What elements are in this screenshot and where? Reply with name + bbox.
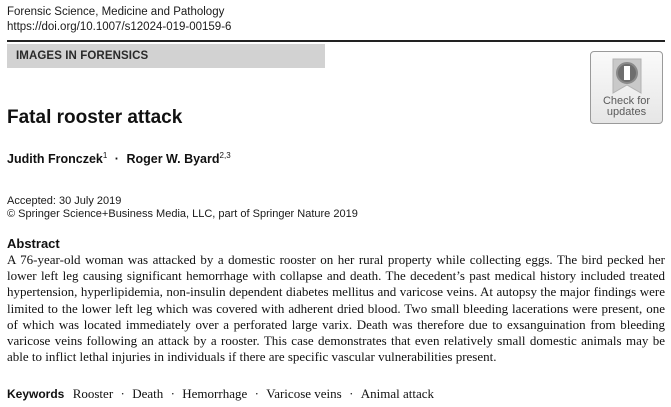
author-affiliation: 1 <box>102 150 108 160</box>
author-affiliation: 2,3 <box>219 150 231 160</box>
keyword-item: Varicose veins <box>266 386 342 401</box>
keyword-separator: · <box>349 386 354 401</box>
author-list <box>7 151 231 167</box>
keyword-item: Hemorrhage <box>182 386 248 401</box>
keyword-separator: · <box>254 386 259 401</box>
keywords-label: Keywords <box>7 387 65 401</box>
abstract-body: A 76-year-old woman was attacked by a domestic rooster on her rural property while collecting eggs. The bird pecked her lower left leg causing significant hemorrhage with collapse and death. The decedent’s past medical history included treated hypertension, hyperlipidemia, non-insulin dependent diabetes mellitus and varicose veins. At autopsy the major findings were limited to the lower left leg which was covered with adherent dried blood. Two small bleeding lacerations were present, one of which was located immediately over a perforated large varix. Death was therefore due to exsanguination from bleeding varicose veins following an attack by a rooster. This case demonstrates that even relatively small domestic animals may be able to inflict lethal injuries in individuals if there are specific vascular vulnerabilities present. <box>7 252 665 365</box>
author-separator: · <box>114 152 119 166</box>
check-for-updates-button[interactable] <box>590 51 663 124</box>
author-name[interactable]: Judith Fronczek <box>7 152 103 166</box>
abstract-heading: Abstract <box>7 236 60 251</box>
copyright-notice: © Springer Science+Business Media, LLC, part of Springer Nature 2019 <box>7 208 358 220</box>
keyword-separator: · <box>170 386 175 401</box>
header-divider <box>7 40 665 42</box>
crossmark-icon <box>611 56 643 96</box>
badge-label <box>591 96 662 118</box>
author-name[interactable]: Roger W. Byard <box>126 152 220 166</box>
article-title: Fatal rooster attack <box>7 107 183 128</box>
keyword-item: Rooster <box>72 386 114 401</box>
journal-name: Forensic Science, Medicine and Pathology <box>7 6 225 18</box>
badge-line-1: Check for <box>602 95 651 107</box>
badge-line-2: updates <box>606 106 647 118</box>
keyword-item: Death <box>132 386 164 401</box>
doi-link[interactable]: https://doi.org/10.1007/s12024-019-00159-6 <box>7 21 232 33</box>
section-banner: IMAGES IN FORENSICS <box>7 44 325 68</box>
keywords-line <box>7 386 434 402</box>
accepted-date: Accepted: 30 July 2019 <box>7 195 122 207</box>
keyword-item: Animal attack <box>360 386 435 401</box>
keyword-separator: · <box>120 386 125 401</box>
